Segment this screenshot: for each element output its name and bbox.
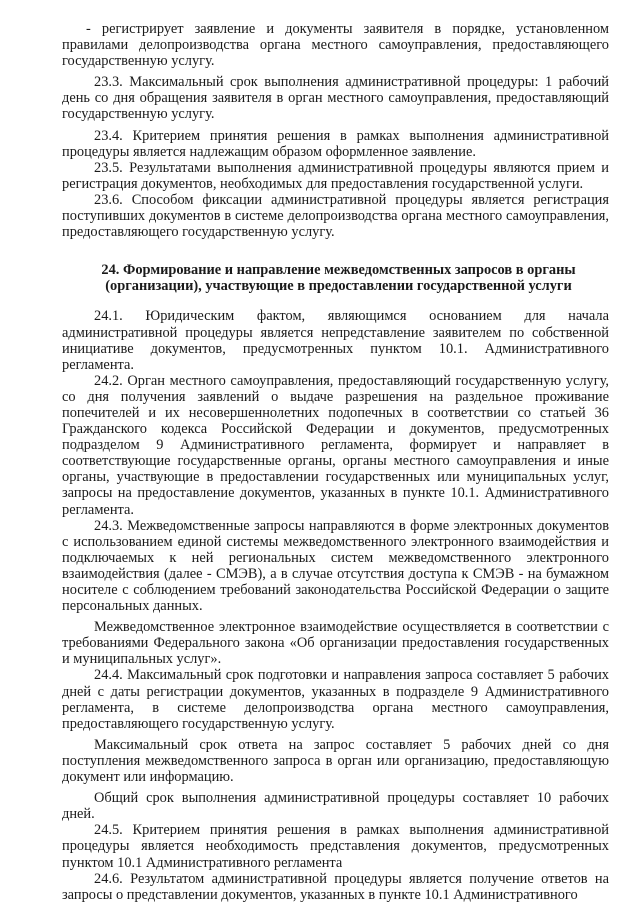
paragraph-23-4: 23.4. Критерием принятия решения в рамках выполнения административной процедуры является надлежащим образом оформленное заявление. [62,127,609,160]
paragraph-24-4-total-term: Общий срок выполнения административной процедуры составляет 10 рабочих дней. [62,790,609,823]
paragraph-23-3: 23.3. Максимальный срок выполнения административной процедуры: 1 рабочий день со дня обращения заявителя в орган местного самоуправления, предоставляющий государственную услугу. [62,74,609,123]
paragraph-24-5: 24.5. Критерием принятия решения в рамках выполнения административной процедуры является необходимость представления документов, предусмотренных пунктом 10.1 Административного регламента [62,822,609,871]
paragraph-registration-bullet: - регистрирует заявление и документы заявителя в порядке, установленном правилами делопроизводства органа местного самоуправления, предоставляющего государственную услугу. [62,21,609,70]
paragraph-24-4: 24.4. Максимальный срок подготовки и направления запроса составляет 5 рабочих дней с даты регистрации документов, указанных в подразделе 9 Административного регламента, в системе делопроизводства органа местного самоуправления, предоставляющего государственную услугу. [62,667,609,732]
paragraph-24-6: 24.6. Результатом административной процедуры является получение ответов на запросы о представлении документов, указанных в пункте 10.1 Административного [62,870,609,903]
paragraph-24-2: 24.2. Орган местного самоуправления, предоставляющий государственную услугу, со дня получения заявлений о выдаче разрешения на раздельное проживание попечителей и их несовершеннолетних подопечных в соответствии со статьей 36 Гражданского кодекса Российской Федерации и документов, предусмотренных подразделом 9 Административного регламента, формирует и направляет в соответствующие государственные органы, органы местного самоуправления и иные органы, участвующие в предоставлении государственных или муниципальных услуг, запросы на предоставление документов, указанных в пункте 10.1. Административного регламента. [62,372,609,518]
paragraph-24-1: 24.1. Юридическим фактом, являющимся основанием для начала административной процедуры является непредставление заявителем по собственной инициативе документов, предусмотренных пунктом 10.1. Административного регламента. [62,308,609,373]
paragraph-23-5: 23.5. Результатами выполнения административной процедуры являются прием и регистрация документов, необходимых для предоставления государственной услуги. [62,159,609,192]
paragraph-24-4-response-term: Максимальный срок ответа на запрос составляет 5 рабочих дней со дня поступления межведомственного запроса в орган или организацию, предоставляющую документ или информацию. [62,736,609,786]
section-24-heading: 24. Формирование и направление межведомственных запросов в органы (организации), участвующие в предоставлении государственной услуги [101,262,576,295]
paragraph-24-3: 24.3. Межведомственные запросы направляются в форме электронных документов с использованием единой системы межведомственного электронного взаимодействия и подключаемых к ней региональных систем межведомственного электронного взаимодействия (далее - СМЭВ), а в случае отсутствия доступа к СМЭВ - на бумажном носителе с соблюдением требований законодательства Российской Федерации о защите персональных данных. [62,517,609,615]
paragraph-23-6: 23.6. Способом фиксации административной процедуры является регистрация поступивших документов в системе делопроизводства органа местного самоуправления, предоставляющего государственную услугу. [62,191,609,241]
paragraph-24-3-electronic-interaction: Межведомственное электронное взаимодействие осуществляется в соответствии с требованиями Федерального закона «Об организации предоставления государственных и муниципальных услуг». [62,619,609,668]
